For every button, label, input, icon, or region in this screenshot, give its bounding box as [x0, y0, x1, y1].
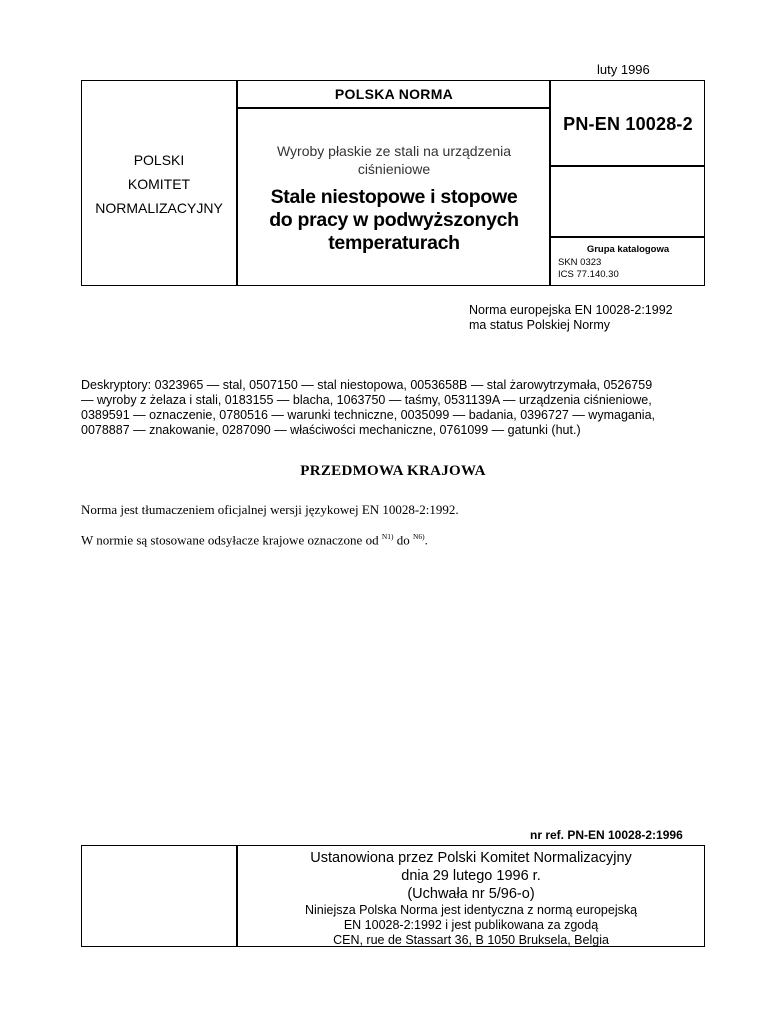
- descriptors: [81, 378, 705, 438]
- norm-number: PN-EN 10028-2: [563, 114, 693, 134]
- committee-line: NORMALIZACYJNY: [95, 200, 223, 216]
- header-divider: [549, 236, 705, 238]
- ics-code: ICS 77.140.30: [558, 269, 619, 280]
- committee-name: [82, 148, 236, 220]
- issue-date: luty 1996: [597, 62, 650, 77]
- subtitle-line: Wyroby płaskie ze stali na urządzenia: [276, 143, 512, 159]
- committee-line: KOMITET: [127, 176, 191, 192]
- norm-title: [238, 186, 550, 255]
- status-line: ma status Polskiej Normy: [469, 318, 611, 332]
- european-norm-status: [469, 303, 673, 333]
- header-divider: [549, 80, 551, 286]
- foreword-text: W normie są stosowane odsyłacze krajowe oznaczone od: [81, 532, 379, 548]
- header-divider: [549, 165, 705, 167]
- catalog-group-label: Grupa katalogowa: [586, 244, 670, 255]
- foreword-text: do: [396, 532, 410, 548]
- identity-note-line: EN 10028-2:1992 i jest publikowana za zgodą: [343, 918, 599, 932]
- foreword-text: .: [424, 532, 428, 548]
- header-divider: [236, 80, 238, 286]
- title-line: do pracy w podwyższonych: [269, 209, 519, 231]
- status-line: Norma europejska EN 10028-2:1992: [469, 303, 673, 317]
- header-divider: [236, 107, 550, 109]
- foreword-heading: PRZEDMOWA KRAJOWA: [300, 463, 486, 479]
- title-line: Stale niestopowe i stopowe: [270, 186, 518, 208]
- identity-note-line: CEN, rue de Stassart 36, B 1050 Bruksela, Belgia: [333, 933, 609, 947]
- subtitle-line: ciśnieniowe: [357, 161, 431, 177]
- committee-line: POLSKI: [133, 152, 185, 168]
- foreword-paragraph: [81, 532, 428, 548]
- descriptors-line: 0389591 — oznaczenie, 0780516 — warunki techniczne, 0035099 — badania, 0396727 — wymagania,: [81, 408, 656, 422]
- establishment-line: Ustanowiona przez Polski Komitet Normalizacyjny: [310, 850, 632, 866]
- title-line: temperaturach: [328, 232, 460, 254]
- norm-type: POLSKA NORMA: [334, 86, 454, 102]
- footnote-ref: N6): [413, 532, 425, 541]
- identity-note-line: Niniejsza Polska Norma jest identyczna z normą europejską: [304, 903, 638, 917]
- descriptors-line: — wyroby z żelaza i stali, 0183155 — blacha, 1063750 — taśmy, 0531139A — urządzenia ciśnieniowe,: [81, 393, 652, 407]
- descriptors-line: 0078887 — znakowanie, 0287090 — właściwości mechaniczne, 0761099 — gatunki (hut.): [81, 423, 581, 437]
- establishment-line: (Uchwała nr 5/96-o): [407, 886, 535, 902]
- descriptors-line: Deskryptory: 0323965 — stal, 0507150 — stal niestopowa, 0053658B — stal żarowytrzymała, 0526759: [81, 378, 653, 392]
- skn-code: SKN 0323: [558, 257, 602, 268]
- footnote-ref: N1): [381, 532, 394, 541]
- establishment-note: [238, 849, 704, 948]
- reference-number: nr ref. PN-EN 10028-2:1996: [530, 828, 683, 842]
- norm-subtitle: [238, 142, 550, 178]
- establishment-line: dnia 29 lutego 1996 r.: [401, 868, 541, 884]
- foreword-paragraph: Norma jest tłumaczeniem oficjalnej wersji językowej EN 10028-2:1992.: [81, 502, 459, 517]
